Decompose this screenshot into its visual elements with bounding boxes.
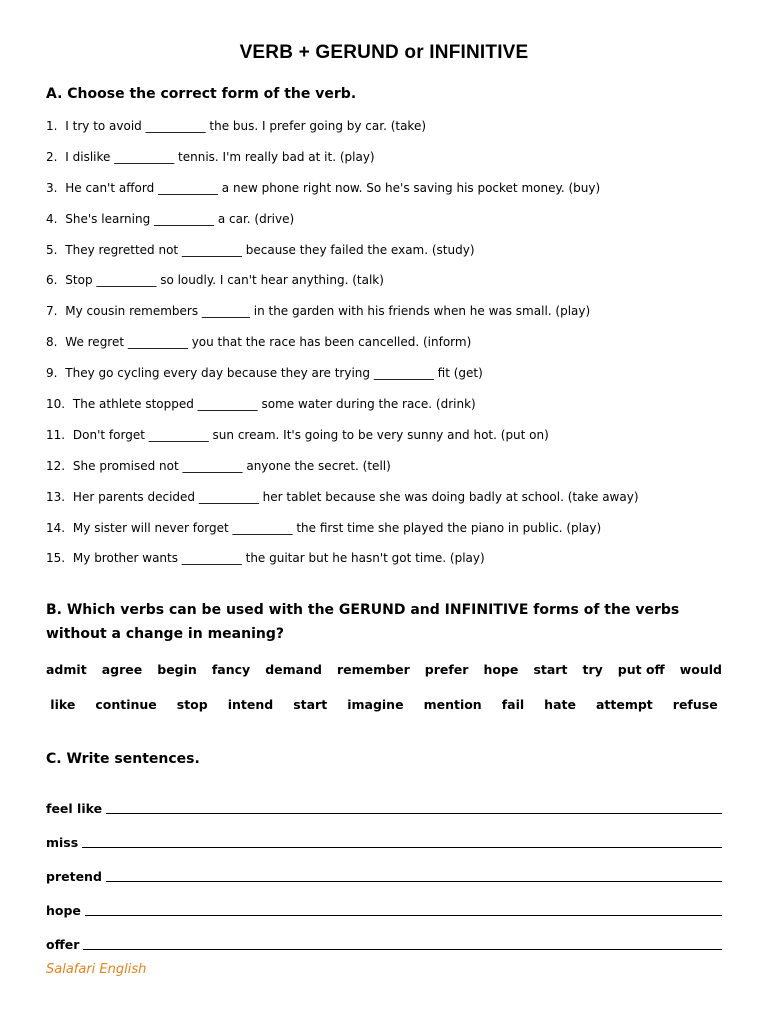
exercise-text: They go cycling every day because they are trying __________ fit (get)	[65, 366, 483, 381]
exercise-item	[46, 147, 746, 178]
verb-word: start	[293, 697, 328, 712]
verb-word: continue	[95, 697, 157, 712]
section-a-heading: A. Choose the correct form of the verb.	[46, 86, 357, 102]
sentence-prompt: feel like	[46, 801, 103, 816]
answer-line[interactable]	[85, 914, 722, 916]
sentence-row	[46, 818, 722, 852]
exercise-item	[46, 178, 746, 209]
verb-word: hate	[544, 697, 576, 712]
verb-word: mention	[423, 697, 482, 712]
exercise-item	[46, 518, 746, 549]
exercise-number: 4.	[46, 211, 58, 226]
verb-word: hope	[483, 662, 519, 677]
section-c-heading: C. Write sentences.	[46, 751, 200, 767]
verb-word: agree	[101, 662, 143, 677]
exercise-number: 15.	[46, 551, 66, 566]
exercise-text: Don't forget __________ sun cream. It's going to be very sunny and hot. (put on)	[72, 427, 549, 442]
answer-line[interactable]	[106, 812, 722, 814]
verb-word: remember	[336, 662, 410, 677]
exercise-number: 12.	[46, 458, 66, 473]
exercise-item	[46, 209, 746, 240]
verb-word: would	[679, 662, 722, 677]
sentence-row	[46, 784, 722, 818]
verb-bank-row-1	[46, 662, 722, 677]
answer-line[interactable]	[106, 880, 722, 882]
verb-word: admit	[46, 662, 87, 677]
exercise-number: 6.	[46, 273, 58, 288]
exercise-item	[46, 240, 746, 271]
sentence-row	[46, 920, 722, 954]
exercise-item	[46, 425, 746, 456]
exercise-item	[46, 363, 746, 394]
exercise-number: 3.	[46, 180, 58, 195]
exercise-number: 1.	[46, 119, 58, 133]
verb-word: stop	[176, 697, 208, 712]
verb-word: try	[582, 662, 603, 677]
verb-word: demand	[265, 662, 322, 677]
section-b-heading: B. Which verbs can be used with the GERUND and INFINITIVE forms of the verbs without a change in meaning?	[46, 602, 680, 642]
sentence-prompt: hope	[46, 903, 81, 918]
exercise-text: My brother wants __________ the guitar but he hasn't got time. (play)	[72, 551, 485, 566]
section-a-exercise-list	[46, 116, 746, 579]
verb-word: put off	[617, 662, 665, 677]
exercise-number: 10.	[46, 397, 66, 412]
exercise-number: 8.	[46, 335, 58, 350]
verb-word: fancy	[211, 662, 251, 677]
exercise-text: I dislike __________ tennis. I'm really bad at it. (play)	[65, 149, 375, 164]
verb-word: intend	[227, 697, 274, 712]
exercise-item	[46, 394, 746, 425]
exercise-item	[46, 332, 746, 363]
exercise-item	[46, 487, 746, 518]
exercise-item	[46, 270, 746, 301]
exercise-item	[46, 456, 746, 487]
exercise-text: She promised not __________ anyone the secret. (tell)	[72, 458, 391, 473]
verb-word: attempt	[595, 697, 653, 712]
answer-line[interactable]	[82, 846, 722, 848]
verb-word: fail	[501, 697, 525, 712]
worksheet-title: VERB + GERUND or INFINITIVE	[239, 42, 529, 63]
exercise-text: My sister will never forget __________ the first time she played the piano in public. (play)	[72, 520, 602, 535]
exercise-text: We regret __________ you that the race has been cancelled. (inform)	[65, 335, 472, 350]
verb-word: start	[533, 662, 568, 677]
exercise-item	[46, 548, 746, 579]
exercise-text: Her parents decided __________ her tablet because she was doing badly at school. (take away)	[72, 489, 639, 504]
exercise-number: 2.	[46, 149, 58, 164]
sentence-prompt: offer	[46, 937, 80, 952]
exercise-text: She's learning __________ a car. (drive)	[65, 211, 295, 226]
exercise-text: My cousin remembers ________ in the garden with his friends when he was small. (play)	[65, 304, 591, 319]
sentence-prompt: pretend	[46, 869, 102, 884]
verb-word: like	[50, 697, 76, 712]
verb-word: prefer	[424, 662, 469, 677]
exercise-number: 13.	[46, 489, 66, 504]
answer-line[interactable]	[83, 948, 722, 950]
exercise-number: 14.	[46, 520, 66, 535]
section-c-sentence-list	[46, 784, 722, 954]
verb-word: refuse	[672, 697, 718, 712]
exercise-text: Stop __________ so loudly. I can't hear anything. (talk)	[65, 273, 384, 288]
exercise-text: The athlete stopped __________ some water during the race. (drink)	[72, 397, 476, 412]
verb-word: begin	[157, 662, 197, 677]
sentence-row	[46, 852, 722, 886]
exercise-text: I try to avoid __________ the bus. I prefer going by car. (take)	[65, 119, 427, 133]
exercise-number: 9.	[46, 366, 58, 381]
sentence-prompt: miss	[46, 835, 79, 850]
brand-footer: Salafari English	[46, 962, 147, 977]
exercise-item	[46, 116, 746, 147]
sentence-row	[46, 886, 722, 920]
verb-bank-row-2	[46, 697, 722, 712]
exercise-text: They regretted not __________ because they failed the exam. (study)	[65, 242, 475, 257]
exercise-number: 11.	[46, 427, 66, 442]
exercise-number: 5.	[46, 242, 58, 257]
verb-word: imagine	[347, 697, 404, 712]
exercise-item	[46, 301, 746, 332]
exercise-text: He can't afford __________ a new phone right now. So he's saving his pocket money. (buy)	[65, 180, 601, 195]
exercise-number: 7.	[46, 304, 58, 319]
